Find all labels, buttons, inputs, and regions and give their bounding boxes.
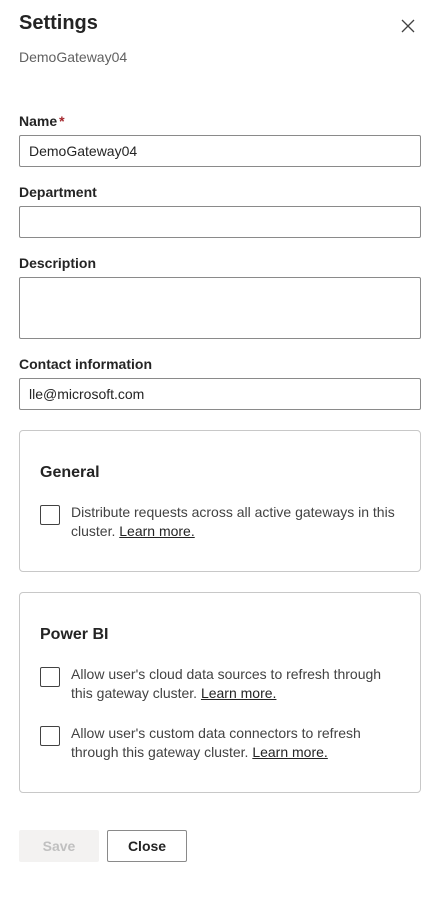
description-input[interactable] (19, 277, 421, 339)
distribute-requests-label: Distribute requests across all active gateways in this cluster. (71, 504, 395, 539)
custom-connectors-checkbox[interactable] (40, 726, 60, 746)
save-button[interactable]: Save (19, 830, 99, 862)
cloud-sources-checkbox[interactable] (40, 667, 60, 687)
powerbi-card (19, 592, 421, 793)
distribute-learn-more-link[interactable]: Learn more. (119, 523, 195, 539)
name-label (19, 113, 65, 129)
panel-title: Settings (19, 12, 98, 34)
custom-connectors-text (71, 724, 401, 762)
powerbi-title: Power BI (40, 626, 109, 643)
distribute-requests-checkbox[interactable] (40, 505, 60, 525)
department-label: Department (19, 184, 97, 200)
close-button[interactable]: Close (107, 830, 187, 862)
cloud-sources-learn-more-link[interactable]: Learn more. (200, 685, 277, 701)
name-label-text: Name (19, 113, 58, 129)
cloud-sources-text (71, 665, 401, 703)
description-label: Description (19, 255, 97, 271)
general-card (19, 430, 421, 572)
close-icon[interactable] (398, 16, 418, 36)
name-input[interactable] (19, 135, 421, 167)
distribute-requests-text (71, 503, 401, 541)
custom-connectors-label: Allow user's custom data connectors to refresh through this gateway cluster. (71, 725, 361, 760)
required-mark: * (59, 113, 65, 129)
contact-label: Contact information (19, 356, 152, 372)
general-title: General (40, 464, 100, 481)
contact-input[interactable] (19, 378, 421, 410)
custom-connectors-learn-more-link[interactable]: Learn more. (252, 744, 328, 760)
panel-subtitle: DemoGateway04 (19, 49, 128, 65)
cloud-sources-label: Allow user's cloud data sources to refresh through this gateway cluster. (71, 666, 382, 701)
department-input[interactable] (19, 206, 421, 238)
